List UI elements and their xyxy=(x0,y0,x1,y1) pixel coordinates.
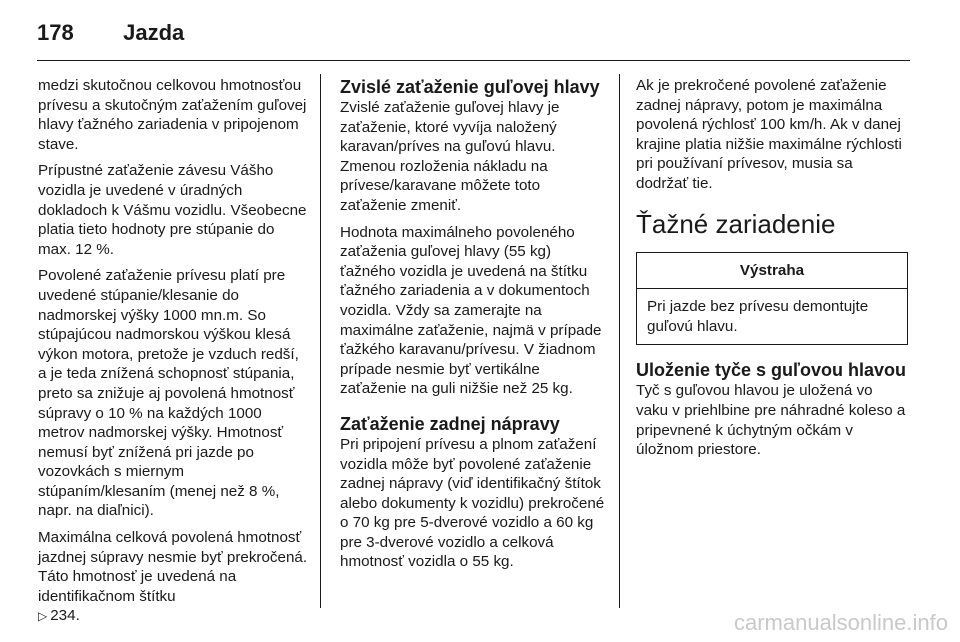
paragraph: Pri pripojení prívesu a plnom zaťažení vozidla môže byť povolené zaťaženie zadnej nápravy (viď identifikačný štítok alebo dokumenty k vozidlu) prekročené o 70 kg pre 5-dverové vozidlo a 60 kg pre 3-dverové vozidlo a celková hmotnosť vozidla o 55 kg. xyxy=(340,435,605,571)
paragraph: Povolené zaťaženie prívesu platí pre uvedené stúpanie/klesanie do nadmorskej výšky 1000 mn.m. So stúpajúcou nadmorskou výškou klesá výkon motora, pretože je vzduch redší, a je teda znížená schopnosť stúpania, preto sa znižuje aj povolená hmotnosť súpravy o 10 % na každých 1000 metrov nadmorskej výšky. Hmotnosť nemusí byť znížená pri jazde po vozovkách s miernym stúpaním/klesaním (menej než 8 %, napr. na diaľnici). xyxy=(38,267,299,520)
paragraph-text: Maximálna celková povolená hmotnosť jazdnej súpravy nesmie byť prekročená. Táto hmotnosť je uvedená na identifikačnom štítku xyxy=(38,529,308,605)
paragraph: Tyč s guľovou hlavou je uložená vo vaku v priehlbine pre náhradné koleso a pripevnené k úchytným očkám v úložnom priestore. xyxy=(636,382,906,459)
warning-box xyxy=(636,252,908,346)
column-divider xyxy=(619,74,620,608)
chapter-title: Jazda xyxy=(123,20,185,45)
watermark: carmanualsonline.info xyxy=(733,610,948,635)
page-number: 178 xyxy=(37,20,74,45)
paragraph: Ak je prekročené povolené zaťaženie zadnej nápravy, potom je maximálna povolená rýchlosť 100 km/h. Ak v danej krajine platia nižšie maximálne rýchlosti pri používaní prívesov, musia sa dodržať tie. xyxy=(636,77,902,192)
section-heading: Uloženie tyče s guľovou hlavou xyxy=(636,360,906,381)
paragraph xyxy=(38,528,308,627)
page-reference-icon[interactable]: ▷ xyxy=(38,609,48,624)
column-divider xyxy=(320,74,321,608)
page-header xyxy=(37,18,184,48)
column-1 xyxy=(38,76,308,634)
header-rule xyxy=(37,60,910,61)
paragraph: medzi skutočnou celkovou hmotnosťou prívesu a skutočným zaťažením guľovej hlavy ťažného zariadenia v pripojenom stave. xyxy=(38,77,307,153)
page-reference-link[interactable]: 234. xyxy=(50,607,80,625)
section-heading: Zaťaženie zadnej nápravy xyxy=(340,413,560,434)
paragraph: Prípustné zaťaženie závesu Vášho vozidla je uvedené v úradných dokladoch k Vášmu vozidlu. Všeobecne platia tieto hodnoty pre stúpanie do max. 12 %. xyxy=(38,162,307,258)
paragraph: Hodnota maximálneho povoleného zaťaženia guľovej hlavy (55 kg) ťažného vozidla je uvedená na štítku ťažného zariadenia a v dokumentoch vozidla. Vždy sa zamerajte na maximálne zaťaženie, najmä v prípade ťažkého karavanu/prívesu. V žiadnom prípade nesmie byť vertikálne zaťaženie na guli nižšie než 25 kg. xyxy=(340,223,602,398)
section-heading: Zvislé zaťaženie guľovej hlavy xyxy=(340,77,600,97)
paragraph: Zvislé zaťaženie guľovej hlavy je zaťaženie, ktoré vyvíja naložený karavan/príves na guľovú hlavu. Zmenou rozloženia nákladu na prívese/karavane môžete toto zaťaženie zmeniť. xyxy=(340,99,560,214)
column-2 xyxy=(340,76,606,579)
column-3 xyxy=(636,76,908,467)
warning-text: Pri jazde bez prívesu demontujte guľovú hlavu. xyxy=(647,298,869,335)
chapter-section-title: Ťažné zariadenie xyxy=(636,208,836,239)
warning-title: Výstraha xyxy=(637,253,907,290)
